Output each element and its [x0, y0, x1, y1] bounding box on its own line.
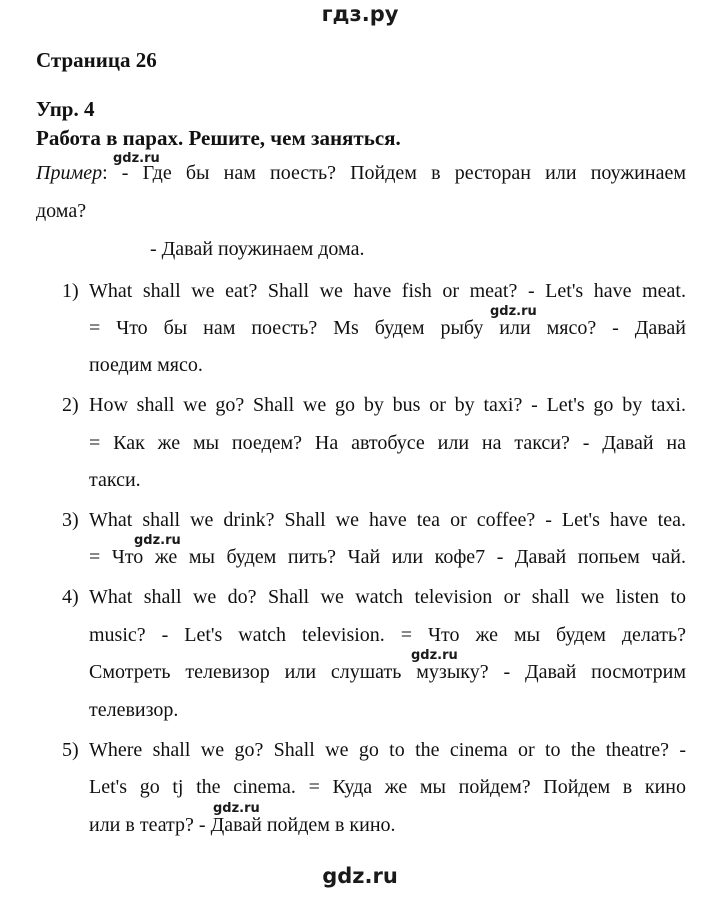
exercise-title: Упр. 4 [36, 97, 95, 121]
item-line: Смотреть телевизор или слушать музыку? - Давай посмотрим [89, 661, 686, 683]
watermark: gdz.ru [213, 801, 260, 816]
item-line: = Что же мы будем пить? Чай или кофе7 - Давай попьем чай. [89, 546, 686, 568]
item-line: How shall we go? Shall we go by bus or by taxi? - Let's go by taxi. [89, 394, 686, 416]
item-line: What shall we drink? Shall we have tea or coffee? - Let's have tea. [89, 509, 686, 531]
item-number: 1) [62, 280, 79, 302]
item-number: 3) [62, 509, 79, 531]
example-text: : - Где бы нам поесть? Пойдем в ресторан или поужинаем [102, 162, 686, 184]
example-answer: - Давай поужинаем дома. [150, 238, 365, 260]
exercise-task: Работа в парах. Решите, чем заняться. [36, 126, 401, 150]
example-label: Пример [36, 162, 103, 184]
example-line-1 [36, 162, 686, 185]
item-line: Where shall we go? Shall we go to the cinema or to the theatre? - [89, 739, 686, 761]
site-footer: gdz.ru [322, 864, 398, 888]
item-number: 5) [62, 739, 79, 761]
item-line: или в театр? - Давай пойдем в кино. [89, 814, 396, 836]
item-number: 4) [62, 586, 79, 608]
page-title: Страница 26 [36, 48, 157, 72]
item-number: 2) [62, 394, 79, 416]
item-line: = Как же мы поедем? На автобусе или на такси? - Давай на [89, 432, 686, 454]
item-line: Let's go tj the cinema. = Куда же мы пойдем? Пойдем в кино [89, 776, 686, 798]
watermark: gdz.ru [490, 304, 537, 319]
watermark: gdz.ru [113, 151, 160, 166]
item-line: What shall we eat? Shall we have fish or meat? - Let's have meat. [89, 280, 686, 302]
item-line: = Что бы нам поесть? Ms будем рыбу или мясо? - Давай [89, 317, 686, 339]
item-line: такси. [89, 469, 141, 491]
example-line-2: дома? [36, 200, 87, 222]
item-line: What shall we do? Shall we watch television or shall we listen to [89, 586, 686, 608]
watermark: gdz.ru [134, 533, 181, 548]
watermark: gdz.ru [411, 648, 458, 663]
item-line: music? - Let's watch television. = Что же мы будем делать? [89, 624, 686, 646]
site-header: гдз.ру [321, 2, 399, 26]
item-line: телевизор. [89, 699, 179, 721]
item-line: поедим мясо. [89, 354, 203, 376]
